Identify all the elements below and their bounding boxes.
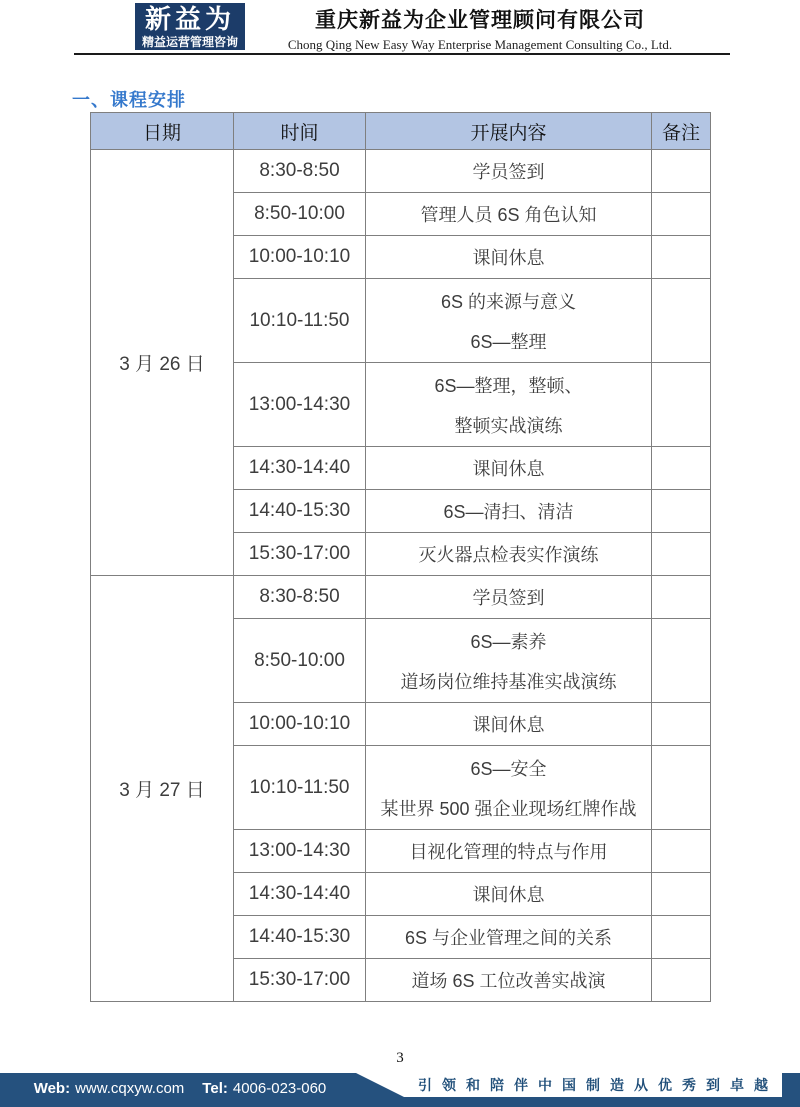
time-cell: 10:00-10:10 [234,703,366,746]
web-url: www.cqxyw.com [75,1079,185,1097]
content-cell: 目视化管理的特点与作用 [366,830,652,873]
content-cell: 道场 6S 工位改善实战演 [366,959,652,1002]
web-label: Web: [33,1079,71,1097]
note-cell [652,236,711,279]
tel-number: 4006-023-060 [232,1079,327,1097]
time-cell: 15:30-17:00 [234,533,366,576]
footer-slogan: 引领和陪伴中国制造从优秀到卓越 [418,1077,778,1093]
content-cell: 课间休息 [366,236,652,279]
logo-tagline: 精益运营管理咨询 [141,34,238,49]
logo-brand-text: 新益为 [144,3,235,34]
content-cell: 6S—素养 道场岗位维持基准实战演练 [366,619,652,703]
note-cell [652,279,711,363]
company-name-cn: 重庆新益为企业管理顾问有限公司 [315,9,645,32]
col-header-note: 备注 [652,113,711,150]
time-cell: 15:30-17:00 [234,959,366,1002]
time-cell: 13:00-14:30 [234,363,366,447]
footer-contact [0,1073,360,1103]
date-cell-day1: 3 月 26 日 [91,150,234,576]
header-title-block [250,8,710,53]
time-cell: 14:40-15:30 [234,490,366,533]
table-row [91,576,711,619]
note-cell [652,916,711,959]
note-cell [652,363,711,447]
schedule-table [90,112,711,1002]
content-cell: 6S—安全 某世界 500 强企业现场红牌作战 [366,746,652,830]
tel-label: Tel: [202,1079,228,1097]
note-cell [652,533,711,576]
time-cell: 8:30-8:50 [234,576,366,619]
header-rule [74,53,730,55]
content-cell: 课间休息 [366,873,652,916]
content-cell: 6S—清扫、清洁 [366,490,652,533]
content-cell: 学员签到 [366,576,652,619]
page-number: 3 [396,1050,404,1066]
content-cell: 课间休息 [366,447,652,490]
note-cell [652,959,711,1002]
content-cell: 学员签到 [366,150,652,193]
time-cell: 10:10-11:50 [234,279,366,363]
time-cell: 8:30-8:50 [234,150,366,193]
time-cell: 14:30-14:40 [234,873,366,916]
note-cell [652,619,711,703]
content-cell: 灭火器点检表实作演练 [366,533,652,576]
note-cell [652,746,711,830]
content-cell: 6S—整理，整顿、 整顿实战演练 [366,363,652,447]
note-cell [652,150,711,193]
company-name-en: Chong Qing New Easy Way Enterprise Management Consulting Co., Ltd. [287,37,673,52]
table-header-row [91,113,711,150]
time-cell: 13:00-14:30 [234,830,366,873]
section-title: 一、课程安排 [72,90,186,110]
note-cell [652,193,711,236]
content-cell: 6S 的来源与意义 6S—整理 [366,279,652,363]
content-cell: 课间休息 [366,703,652,746]
time-cell: 8:50-10:00 [234,619,366,703]
content-cell: 管理人员 6S 角色认知 [366,193,652,236]
col-header-time: 时间 [234,113,366,150]
company-logo [135,3,245,50]
note-cell [652,490,711,533]
time-cell: 10:10-11:50 [234,746,366,830]
col-header-date: 日期 [91,113,234,150]
time-cell: 14:30-14:40 [234,447,366,490]
time-cell: 14:40-15:30 [234,916,366,959]
table-row [91,150,711,193]
content-cell: 6S 与企业管理之间的关系 [366,916,652,959]
note-cell [652,703,711,746]
note-cell [652,830,711,873]
date-cell-day2: 3 月 27 日 [91,576,234,1002]
time-cell: 10:00-10:10 [234,236,366,279]
note-cell [652,873,711,916]
note-cell [652,576,711,619]
note-cell [652,447,711,490]
col-header-content: 开展内容 [366,113,652,150]
time-cell: 8:50-10:00 [234,193,366,236]
